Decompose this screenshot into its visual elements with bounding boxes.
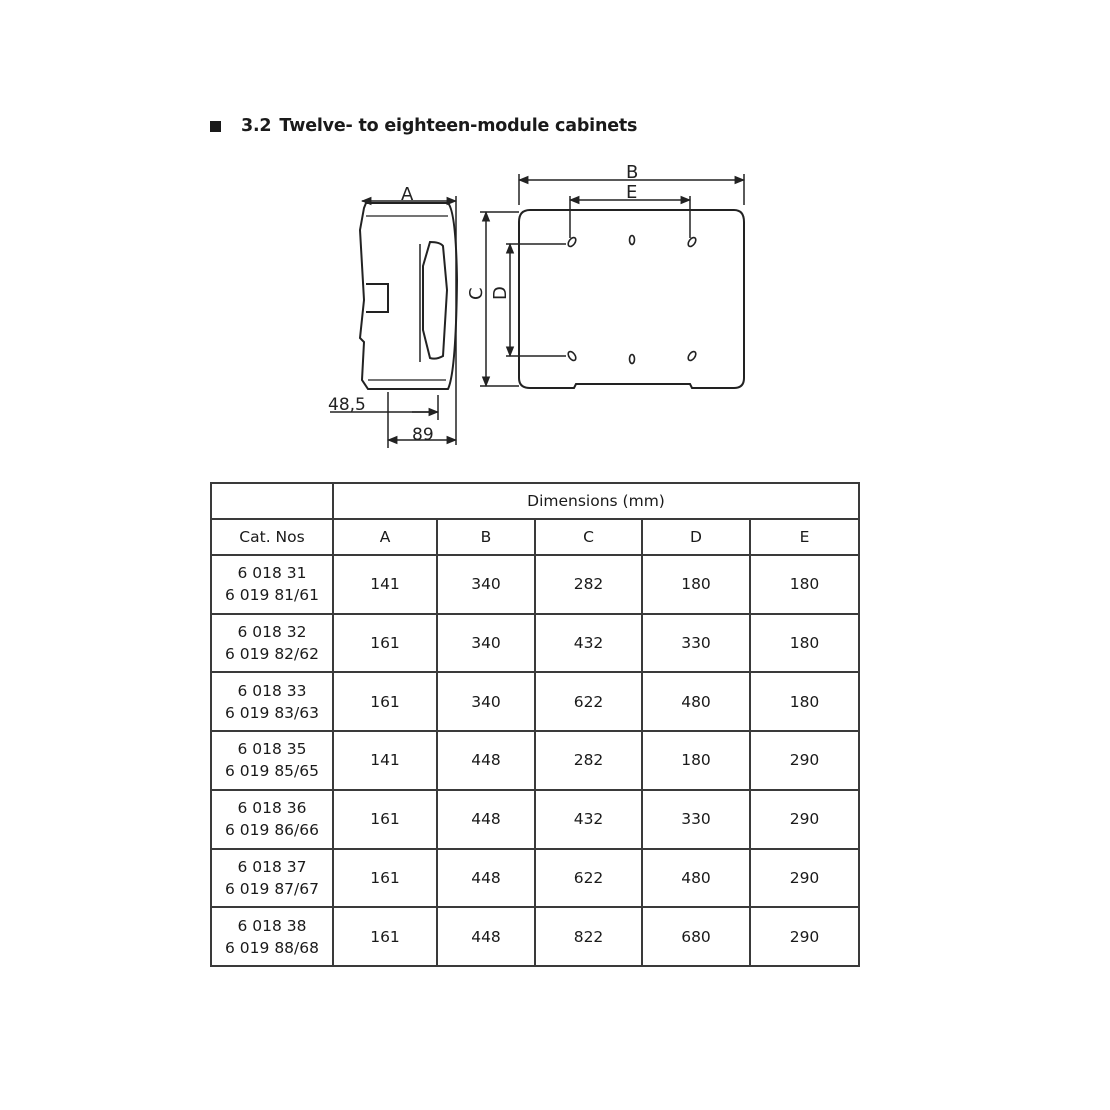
label-b: B [626,162,639,183]
value-cell: 448 [437,731,535,790]
value-cell: 180 [750,672,859,731]
label-a: A [401,184,414,205]
side-view-door [423,242,447,359]
column-header-b: B [437,519,535,555]
value-cell: 161 [333,849,437,908]
value-cell: 330 [642,614,750,673]
value-cell: 161 [333,672,437,731]
value-cell: 180 [642,731,750,790]
cabinet-dimension-drawing [300,150,770,455]
table-row [211,614,859,673]
mounting-hole-icon [567,350,578,362]
label-c: C [466,287,487,300]
label-89: 89 [412,425,434,445]
din-rail-notch [366,284,388,312]
cat-nos-cell: 6 018 36 6 019 86/66 [211,790,333,849]
value-cell: 448 [437,849,535,908]
value-cell: 282 [535,731,642,790]
value-cell: 161 [333,614,437,673]
value-cell: 282 [535,555,642,614]
side-view-outline [360,203,457,389]
value-cell: 161 [333,790,437,849]
cat-nos-cell: 6 018 35 6 019 85/65 [211,731,333,790]
value-cell: 180 [642,555,750,614]
column-header-a: A [333,519,437,555]
dimensions-group-header: Dimensions (mm) [333,483,859,519]
mounting-hole-icon [567,236,578,248]
column-header-d: D [642,519,750,555]
value-cell: 432 [535,614,642,673]
value-cell: 290 [750,790,859,849]
value-cell: 622 [535,672,642,731]
label-d: D [490,286,511,300]
cat-nos-cell: 6 018 33 6 019 83/63 [211,672,333,731]
value-cell: 141 [333,731,437,790]
cat-nos-cell: 6 018 37 6 019 87/67 [211,849,333,908]
square-bullet-icon [210,121,221,132]
value-cell: 448 [437,790,535,849]
value-cell: 622 [535,849,642,908]
section-number: 3.2 [241,116,272,136]
cat-nos-cell: 6 018 32 6 019 82/62 [211,614,333,673]
table-corner-cell [211,483,333,519]
value-cell: 480 [642,672,750,731]
value-cell: 290 [750,849,859,908]
value-cell: 822 [535,907,642,966]
mounting-hole-icon [687,236,698,248]
mounting-holes [567,236,698,364]
value-cell: 340 [437,672,535,731]
column-header-e: E [750,519,859,555]
value-cell: 330 [642,790,750,849]
value-cell: 290 [750,731,859,790]
value-cell: 340 [437,614,535,673]
table-row [211,907,859,966]
value-cell: 448 [437,907,535,966]
column-header-c: C [535,519,642,555]
mounting-hole-icon [630,236,635,245]
value-cell: 180 [750,614,859,673]
label-48-5: 48,5 [328,395,366,415]
column-header-cat-nos: Cat. Nos [211,519,333,555]
section-title: Twelve- to eighteen-module cabinets [279,116,638,136]
value-cell: 340 [437,555,535,614]
mounting-hole-icon [687,350,698,362]
value-cell: 141 [333,555,437,614]
value-cell: 290 [750,907,859,966]
dimensions-table [210,482,860,967]
table-row [211,849,859,908]
table-row [211,555,859,614]
section-heading [210,114,637,138]
value-cell: 180 [750,555,859,614]
table-row [211,731,859,790]
value-cell: 161 [333,907,437,966]
value-cell: 480 [642,849,750,908]
mounting-hole-icon [630,355,635,364]
cat-nos-cell: 6 018 31 6 019 81/61 [211,555,333,614]
table-row [211,672,859,731]
table-row [211,790,859,849]
cat-nos-cell: 6 018 38 6 019 88/68 [211,907,333,966]
label-e: E [626,182,638,203]
value-cell: 432 [535,790,642,849]
value-cell: 680 [642,907,750,966]
